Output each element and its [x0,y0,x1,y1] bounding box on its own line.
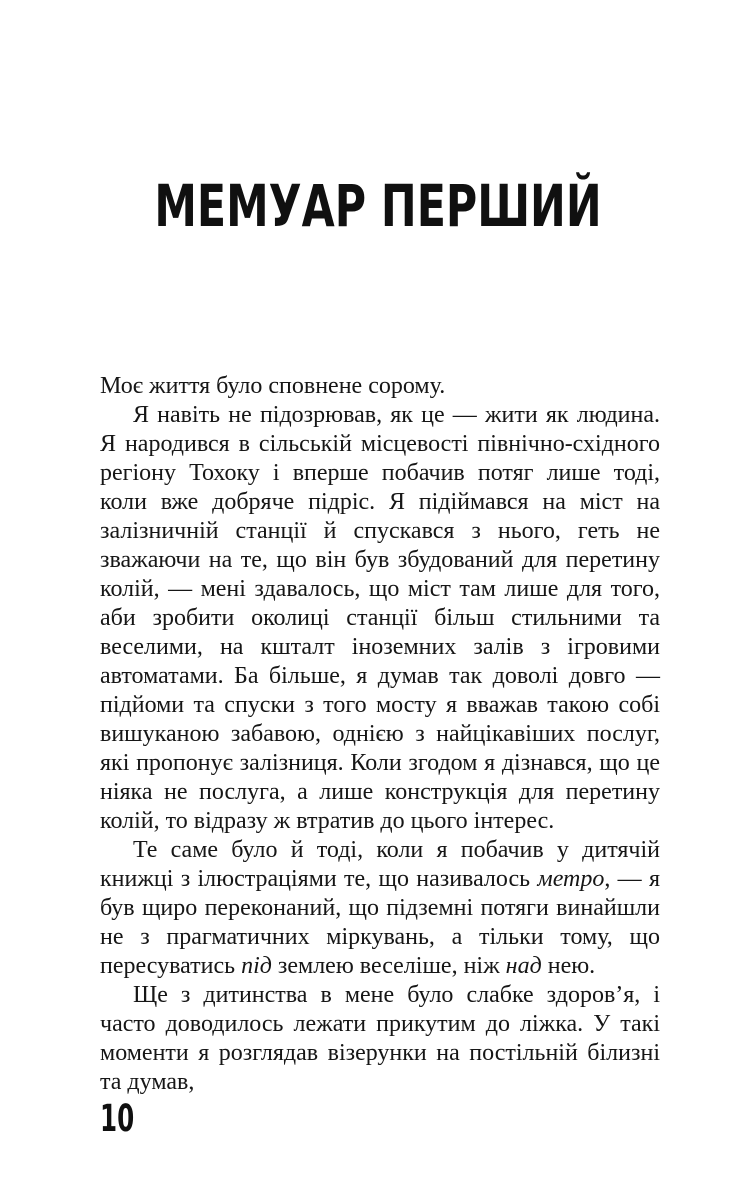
text-segment: Те саме було й тоді, коли я побачив у дитячій книжці з ілюстраціями те, що називалось [100,837,660,892]
paragraph [100,836,660,981]
text-segment: Моє життя було сповнене сорому. [100,373,446,399]
paragraph [100,372,660,401]
text-segment: землею веселіше, ніж [271,953,506,979]
text-segment: Я навіть не підозрював, як це — жити як людина. Я народився в сільській місцевості північно-східного регіону Тохоку і вперше побачив потяг лише тоді, коли вже добряче підріс. Я підіймався на міст на залізничній станції й спускався з нього, геть не зважаючи на те, що він був збудований для перетину колій, — мені здавалось, що міст там лише для того, аби зробити околиці станції більш стильними та веселими, на кшталт іноземних залів з ігровими автоматами. Ба більше, я думав так доволі довго — підйоми та спуски з того мосту я вважав такою собі вишуканою забавою, однією з найцікавіших послуг, які пропонує залізниця. Коли згодом я дізнався, що це ніяка не послуга, а лише конструкція для перетину колій, то відразу ж втратив до цього інтерес. [100,402,660,834]
page-number: 10 [100,1097,135,1141]
text-segment: нею. [541,953,596,979]
italic-text: метро [537,866,605,892]
italic-text: над [505,953,542,979]
paragraph [100,981,660,1097]
text-segment: Ще з дитинства в мене було слабке здоров’я, і часто доводилось лежати прикутим до ліжка. У такі моменти я розглядав візерунки на постільній білизні та думав, [100,982,660,1095]
text-segment: , — я був щиро переконаний, що підземні потяги винайшли не з прагматичних міркувань, а тільки тому, що пересуватись [100,866,660,979]
italic-text: під [241,953,272,979]
paragraph [100,401,660,836]
chapter-title: МЕМУАР ПЕРШИЙ [154,172,602,240]
body-text [100,372,660,1097]
